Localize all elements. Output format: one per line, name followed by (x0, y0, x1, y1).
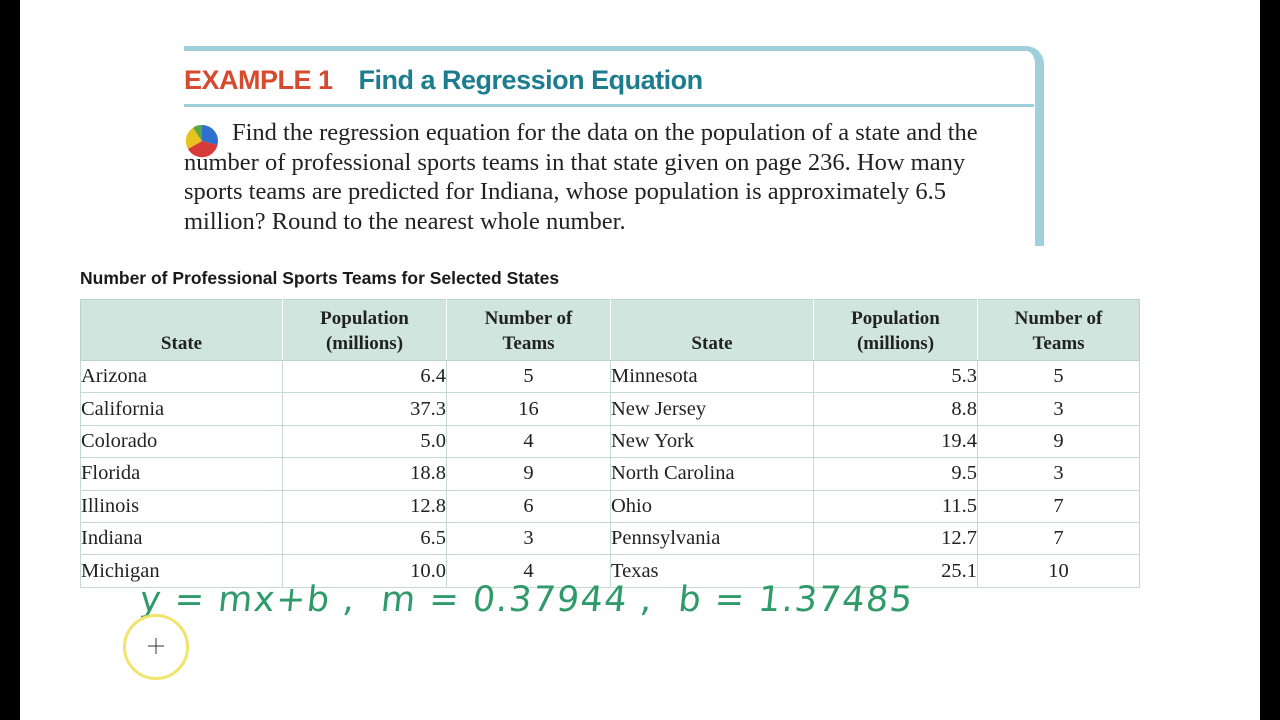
population-cell: 12.7 (814, 522, 978, 554)
population-cell: 9.5 (814, 458, 978, 490)
state-cell: Pennsylvania (611, 522, 814, 554)
teams-cell: 10 (978, 555, 1140, 587)
teams-cell: 7 (978, 522, 1140, 554)
handwritten-annotation (137, 580, 916, 630)
example-title: Find a Regression Equation (358, 65, 703, 95)
state-cell: New Jersey (611, 393, 814, 425)
state-cell: Texas (611, 555, 814, 587)
state-cell: New York (611, 425, 814, 457)
table-row (81, 393, 1140, 425)
population-cell: 11.5 (814, 490, 978, 522)
state-cell: Michigan (81, 555, 283, 587)
textbook-page (20, 0, 1260, 720)
header-state: State (611, 300, 814, 361)
teams-cell: 5 (978, 361, 1140, 393)
state-cell: Florida (81, 458, 283, 490)
state-cell: Ohio (611, 490, 814, 522)
teams-cell: 5 (447, 361, 611, 393)
state-cell: California (81, 393, 283, 425)
header-state: State (81, 300, 283, 361)
state-cell: Illinois (81, 490, 283, 522)
population-cell: 10.0 (283, 555, 447, 587)
population-cell: 19.4 (814, 425, 978, 457)
header-teams: Number of Teams (978, 300, 1140, 361)
teams-cell: 3 (978, 393, 1140, 425)
state-cell: North Carolina (611, 458, 814, 490)
teams-cell: 4 (447, 425, 611, 457)
population-cell: 12.8 (283, 490, 447, 522)
teams-cell: 7 (978, 490, 1140, 522)
handwritten-equation: y = mx+b , m = 0.37944 , b = 1.37485 (137, 580, 916, 620)
teams-cell: 9 (978, 425, 1140, 457)
teams-cell: 3 (447, 522, 611, 554)
example-heading (184, 60, 703, 100)
population-cell: 8.8 (814, 393, 978, 425)
sports-teams-table (80, 299, 1140, 588)
population-cell: 5.3 (814, 361, 978, 393)
header-population: Population (millions) (283, 300, 447, 361)
state-cell: Indiana (81, 522, 283, 554)
teams-cell: 6 (447, 490, 611, 522)
table-row (81, 490, 1140, 522)
table-row (81, 361, 1140, 393)
table-header-row (81, 300, 1140, 361)
state-cell: Colorado (81, 425, 283, 457)
heading-rule (184, 104, 1034, 107)
state-cell: Minnesota (611, 361, 814, 393)
population-cell: 18.8 (283, 458, 447, 490)
teams-cell: 9 (447, 458, 611, 490)
header-teams: Number of Teams (447, 300, 611, 361)
state-cell: Arizona (81, 361, 283, 393)
example-label: EXAMPLE 1 (184, 65, 333, 95)
teams-cell: 4 (447, 555, 611, 587)
population-cell: 6.4 (283, 361, 447, 393)
population-cell: 25.1 (814, 555, 978, 587)
population-cell: 6.5 (283, 522, 447, 554)
crosshair-cursor-icon (148, 638, 164, 654)
problem-text: Find the regression equation for the data on the population of a state and the number of professional sports teams in that state given on page 236. How many sports teams are predicted for Indiana, whose population is approximately 6.5 million? Round to the nearest whole number. (184, 119, 978, 235)
teams-cell: 16 (447, 393, 611, 425)
table-row (81, 458, 1140, 490)
table-row (81, 522, 1140, 554)
teams-cell: 3 (978, 458, 1140, 490)
population-cell: 5.0 (283, 425, 447, 457)
table-caption: Number of Professional Sports Teams for Selected States (80, 268, 560, 288)
table-row (81, 425, 1140, 457)
population-cell: 37.3 (283, 393, 447, 425)
header-population: Population (millions) (814, 300, 978, 361)
